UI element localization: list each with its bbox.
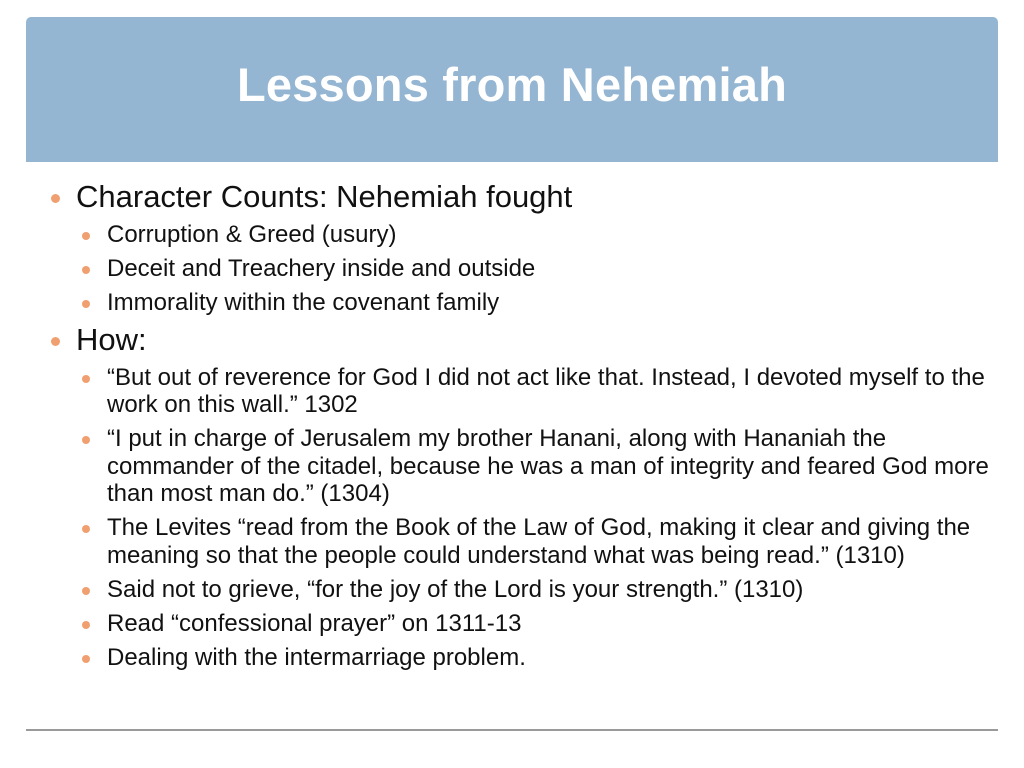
bottom-divider <box>26 729 998 731</box>
list-item: Deceit and Treachery inside and outside <box>45 255 990 283</box>
slide-content <box>45 178 990 671</box>
list-item: Corruption & Greed (usury) <box>45 221 990 249</box>
list-item: Dealing with the intermarriage problem. <box>45 644 990 672</box>
list-item: The Levites “read from the Book of the Law of God, making it clear and giving the meaning so that the people could understand what was being read.” (1310) <box>45 514 990 569</box>
slide-title: Lessons from Nehemiah <box>236 58 788 111</box>
list-item: “I put in charge of Jerusalem my brother Hanani, along with Hananiah the commander of the citadel, because he was a man of integrity and feared God more than most man do.” (1304) <box>45 425 990 508</box>
list-item: Immorality within the covenant family <box>45 289 990 317</box>
section-heading-character-counts: Character Counts: Nehemiah fought <box>45 178 990 216</box>
list-item: Read “confessional prayer” on 1311-13 <box>45 610 990 638</box>
title-bar <box>26 17 998 162</box>
list-item: Said not to grieve, “for the joy of the Lord is your strength.” (1310) <box>45 576 990 604</box>
list-item: “But out of reverence for God I did not act like that. Instead, I devoted myself to the work on this wall.” 1302 <box>45 364 990 419</box>
section-heading-how: How: <box>45 321 990 359</box>
